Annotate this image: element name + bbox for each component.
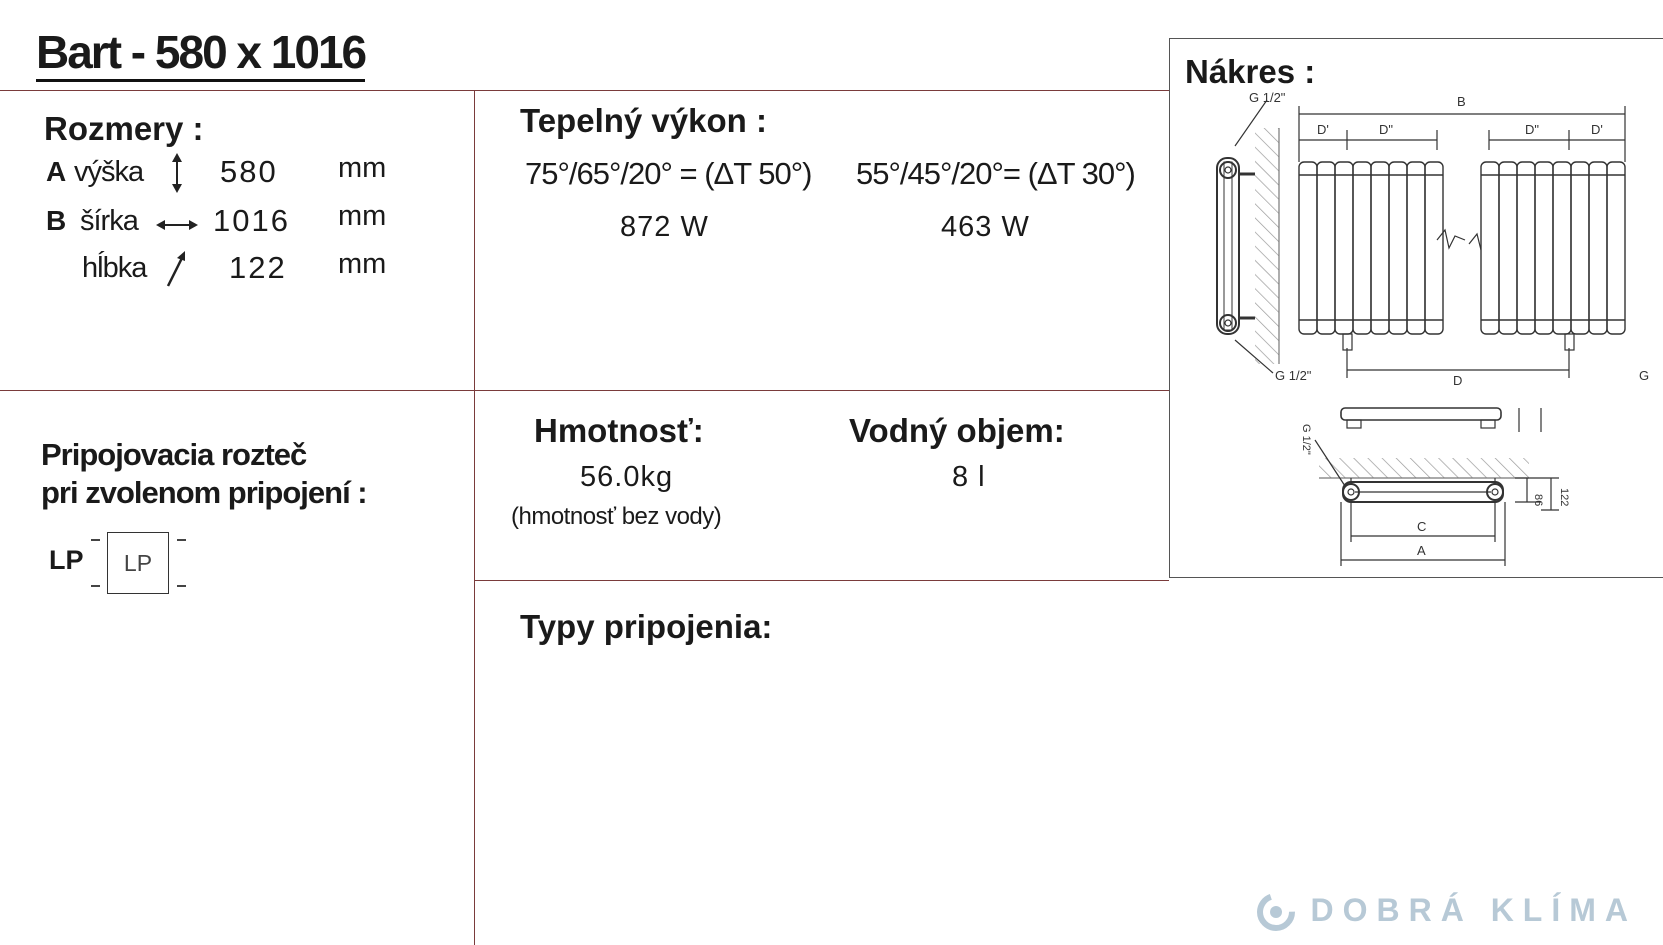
connection-box: LP [107,532,169,594]
dimension-name: výška [74,156,144,188]
divider [0,390,1169,391]
connection-heading [41,436,367,512]
thermal-value-50: 872 W [620,211,709,243]
divider [474,90,475,945]
divider [0,90,1169,91]
water-heading: Vodný objem: [849,412,1065,449]
dimension-unit: mm [338,152,387,184]
dimension-value: 122 [229,250,287,285]
thermal-heading: Tepelný výkon : [520,102,767,139]
label-d1: D' [1317,122,1329,137]
dimension-value: 1016 [213,203,290,238]
vertical-arrow-icon [166,152,188,194]
thermal-value-30: 463 W [941,211,1030,243]
connection-marks-right [176,532,192,594]
watermark: DOBRÁ KLÍMA [1310,892,1637,928]
water-value: 8 l [952,461,986,493]
dimension-key: B [46,205,67,236]
watermark-logo-icon [1254,890,1298,939]
dimension-name: šírka [80,205,138,237]
label-d4: D' [1591,122,1603,137]
dimension-value: 580 [220,154,278,189]
connection-label: LP [49,545,84,575]
divider [474,580,1169,581]
dimension-name: hĺbka [82,252,147,284]
radiator-drawing [1169,90,1663,578]
label-122: 122 [1558,488,1570,507]
label-g-side: G 1/2" [1300,424,1312,455]
diagonal-arrow-icon [164,250,188,290]
label-d3: D" [1525,122,1540,137]
thermal-condition-50: 75°/65°/20° = (ΔT 50°) [525,156,812,191]
thermal-condition-30: 55°/45°/20°= (ΔT 30°) [856,156,1135,191]
label-d: D [1453,373,1463,388]
connection-marks-left [91,532,107,594]
dimensions-heading: Rozmery : [44,110,204,147]
dimension-unit: mm [338,248,387,280]
weight-heading: Hmotnosť: [534,412,704,449]
label-b: B [1457,94,1466,109]
page-title: Bart - 580 x 1016 [36,26,365,82]
label-g-edge: G [1639,368,1650,383]
weight-value: 56.0kg [580,461,674,493]
horizontal-arrow-icon [155,214,199,236]
dimension-key: A [46,156,67,187]
label-a: A [1417,543,1426,558]
connection-heading-line: pri zvolenom pripojení : [41,475,367,510]
connection-heading-line: Pripojovacia rozteč [41,437,307,472]
types-heading: Typy pripojenia: [520,608,773,645]
weight-note: (hmotnosť bez vody) [511,503,722,530]
label-d2: D" [1379,122,1394,137]
label-86: 86 [1532,494,1544,507]
dimension-unit: mm [338,200,387,232]
drawing-heading: Nákres : [1185,53,1316,90]
label-c: C [1417,519,1427,534]
label-g-bottom: G 1/2" [1275,368,1312,383]
label-g-top: G 1/2" [1249,90,1286,105]
